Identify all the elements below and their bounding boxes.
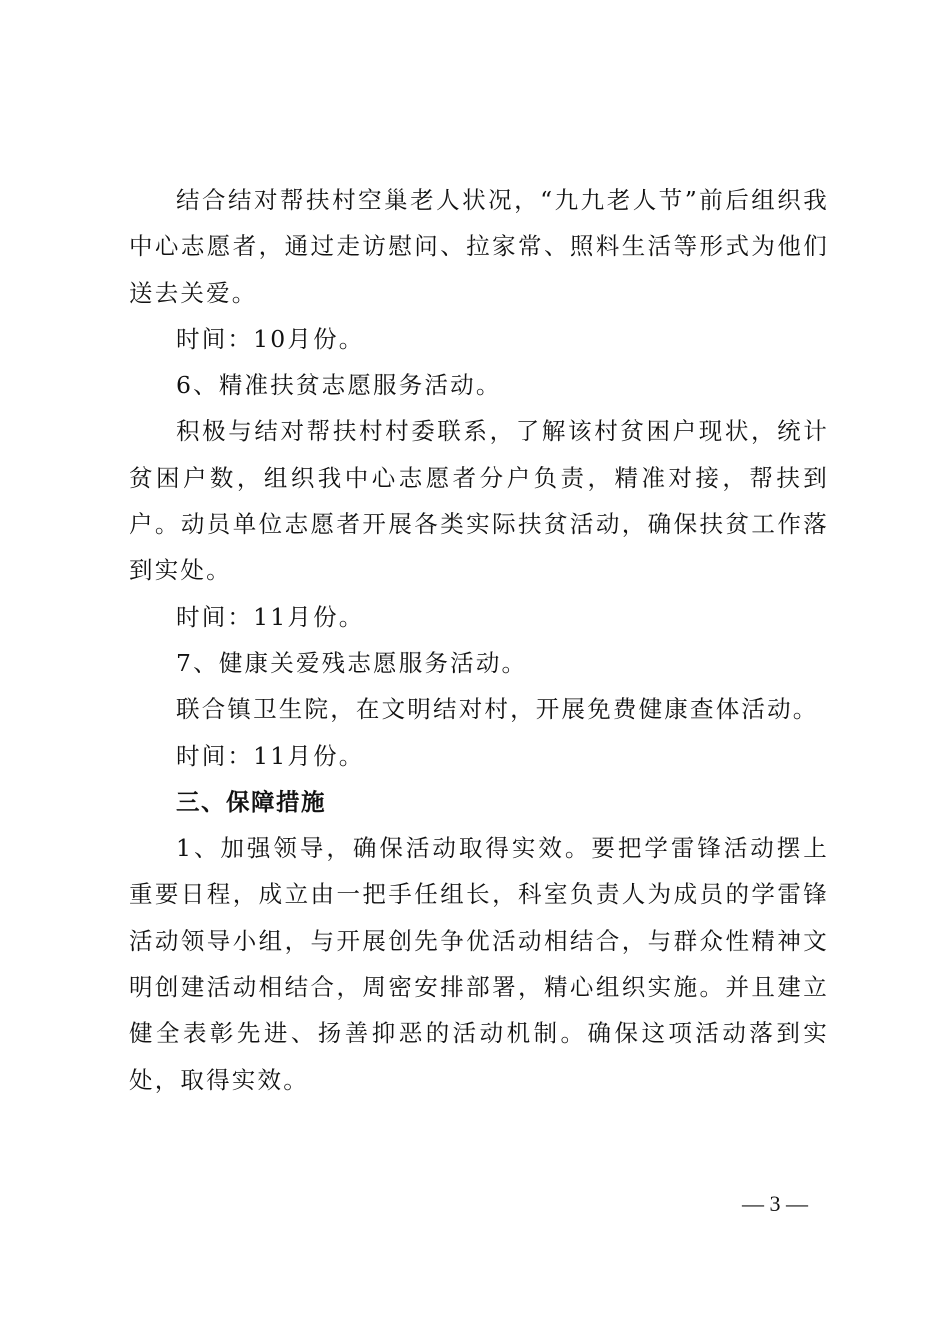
- page-number: — 3 —: [742, 1191, 808, 1216]
- paragraph-time-november-2: 时间：11月份。: [176, 741, 365, 770]
- paragraph-health-checkup: 联合镇卫生院，在文明结对村，开展免费健康查体活动。: [176, 695, 819, 724]
- section-heading-safeguards: 三、保障措施: [176, 787, 326, 816]
- paragraph-poverty-relief: 积极与结对帮扶村村委联系，了解该村贫困户现状，统计贫困户数，组织我中心志愿者分户负责，精准对接，帮扶到户。动员单位志愿者开展各类实际扶贫活动，确保扶贫工作落到实处。: [129, 417, 829, 585]
- paragraph-item-6-title: 6、精准扶贫志愿服务活动。: [176, 371, 502, 400]
- document-body: [129, 177, 829, 1103]
- paragraph-time-october: 时间：10月份。: [176, 324, 365, 353]
- paragraph-item-7-title: 7、健康关爱残志愿服务活动。: [176, 648, 528, 677]
- paragraph-elderly-care: 结合结对帮扶村空巢老人状况，“九九老人节”前后组织我中心志愿者，通过走访慰问、拉家常、照料生活等形式为他们送去关爱。: [129, 186, 829, 307]
- paragraph-strengthen-leadership: 1、加强领导，确保活动取得实效。要把学雷锋活动摆上重要日程，成立由一把手任组长，科室负责人为成员的学雷锋活动领导小组，与开展创先争优活动相结合，与群众性精神文明创建活动相结合，周密安排部署，精心组织实施。并且建立健全表彰先进、扬善抑恶的活动机制。确保这项活动落到实处，取得实效。: [129, 834, 829, 1094]
- paragraph-time-november-1: 时间：11月份。: [176, 602, 365, 631]
